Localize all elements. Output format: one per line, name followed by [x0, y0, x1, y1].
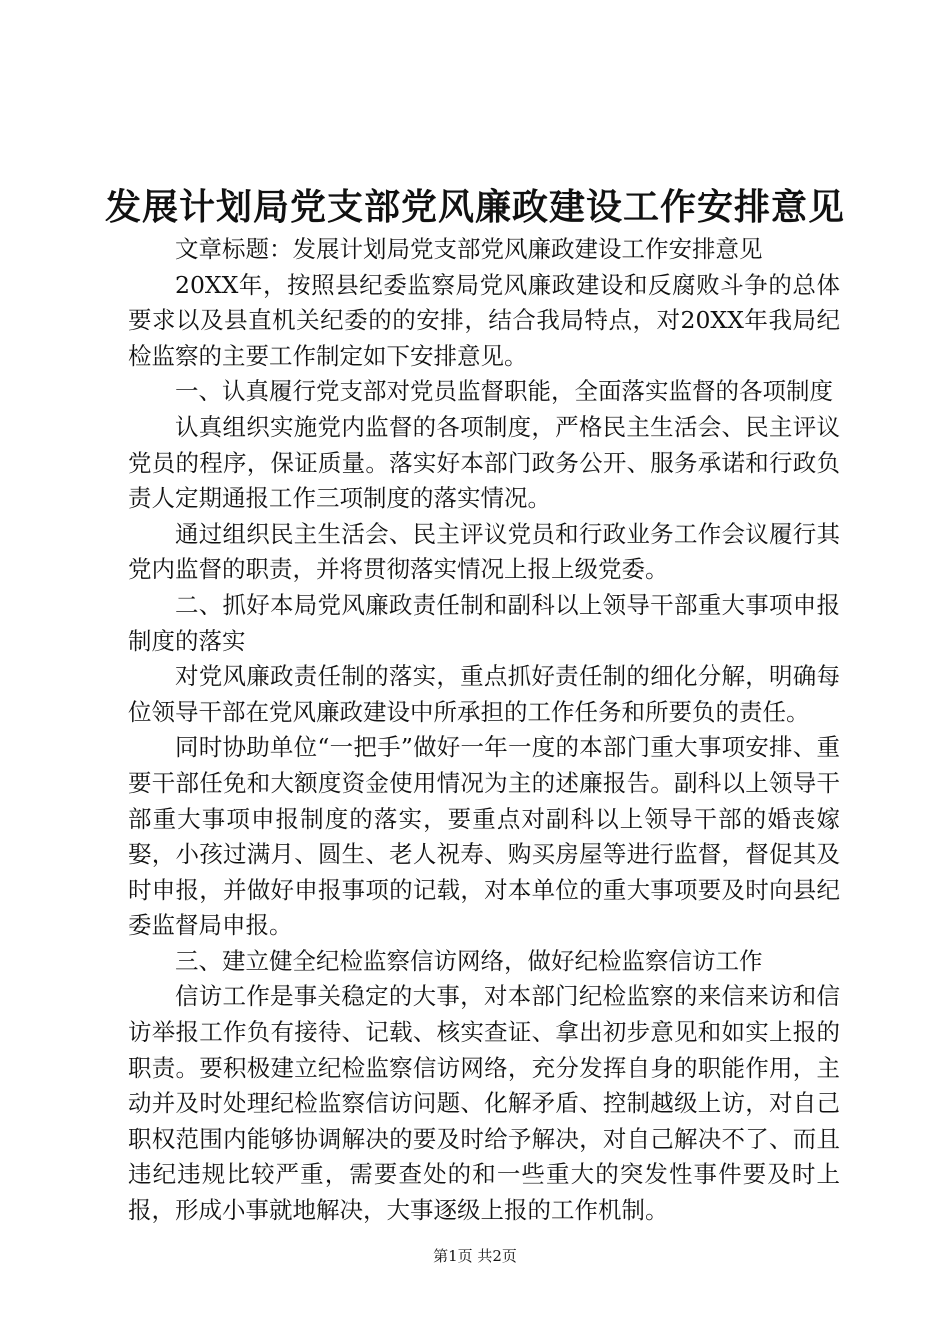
- document-body: [128, 232, 840, 1229]
- body-paragraph: 同时协助单位“一把手”做好一年一度的本部门重大事项安排、重要干部任免和大额度资金使用情况为主的述廉报告。副科以上领导干部重大事项申报制度的落实，要重点对副科以上领导干部的婚丧嫁娶，小孩过满月、圆生、老人祝寿、购买房屋等进行监督，督促其及时申报，并做好申报事项的记载，对本单位的重大事项要及时向县纪委监督局申报。: [128, 733, 840, 940]
- section-heading-1: 一、认真履行党支部对党员监督职能，全面落实监督的各项制度: [175, 377, 833, 406]
- intro-paragraph: 20XX年，按照县纪委监察局党风廉政建设和反腐败斗争的总体要求以及县直机关纪委的的安排，结合我局特点，对20XX年我局纪检监察的主要工作制定如下安排意见。: [128, 270, 840, 370]
- page-footer: 第1页 共2页: [433, 1247, 517, 1265]
- body-paragraph: 信访工作是事关稳定的大事，对本部门纪检监察的来信来访和信访举报工作负有接待、记载、核实查证、拿出初步意见和如实上报的职责。要积极建立纪检监察信访网络，充分发挥自身的职能作用，主动并及时处理纪检监察信访问题、化解矛盾、控制越级上访，对自己职权范围内能够协调解决的要及时给予解决，对自己解决不了、而且违纪违规比较严重，需要查处的和一些重大的突发性事件要及时上报，形成小事就地解决，大事逐级上报的工作机制。: [128, 982, 840, 1225]
- document-title: 发展计划局党支部党风廉政建设工作安排意见: [104, 186, 845, 228]
- section-heading-3: 三、建立健全纪检监察信访网络，做好纪检监察信访工作: [175, 946, 763, 975]
- article-title-line: 文章标题：发展计划局党支部党风廉政建设工作安排意见: [175, 235, 763, 263]
- body-paragraph: 对党风廉政责任制的落实，重点抓好责任制的细化分解，明确每位领导干部在党风廉政建设中所承担的工作任务和所要负的责任。: [128, 662, 840, 726]
- body-paragraph: 通过组织民主生活会、民主评议党员和行政业务工作会议履行其党内监督的职责，并将贯彻落实情况上报上级党委。: [128, 519, 840, 584]
- body-paragraph: 认真组织实施党内监督的各项制度，严格民主生活会、民主评议党员的程序，保证质量。落实好本部门政务公开、服务承诺和行政负责人定期通报工作三项制度的落实情况。: [128, 412, 840, 513]
- section-heading-2: 二、抓好本局党风廉政责任制和副科以上领导干部重大事项申报制度的落实: [128, 590, 840, 655]
